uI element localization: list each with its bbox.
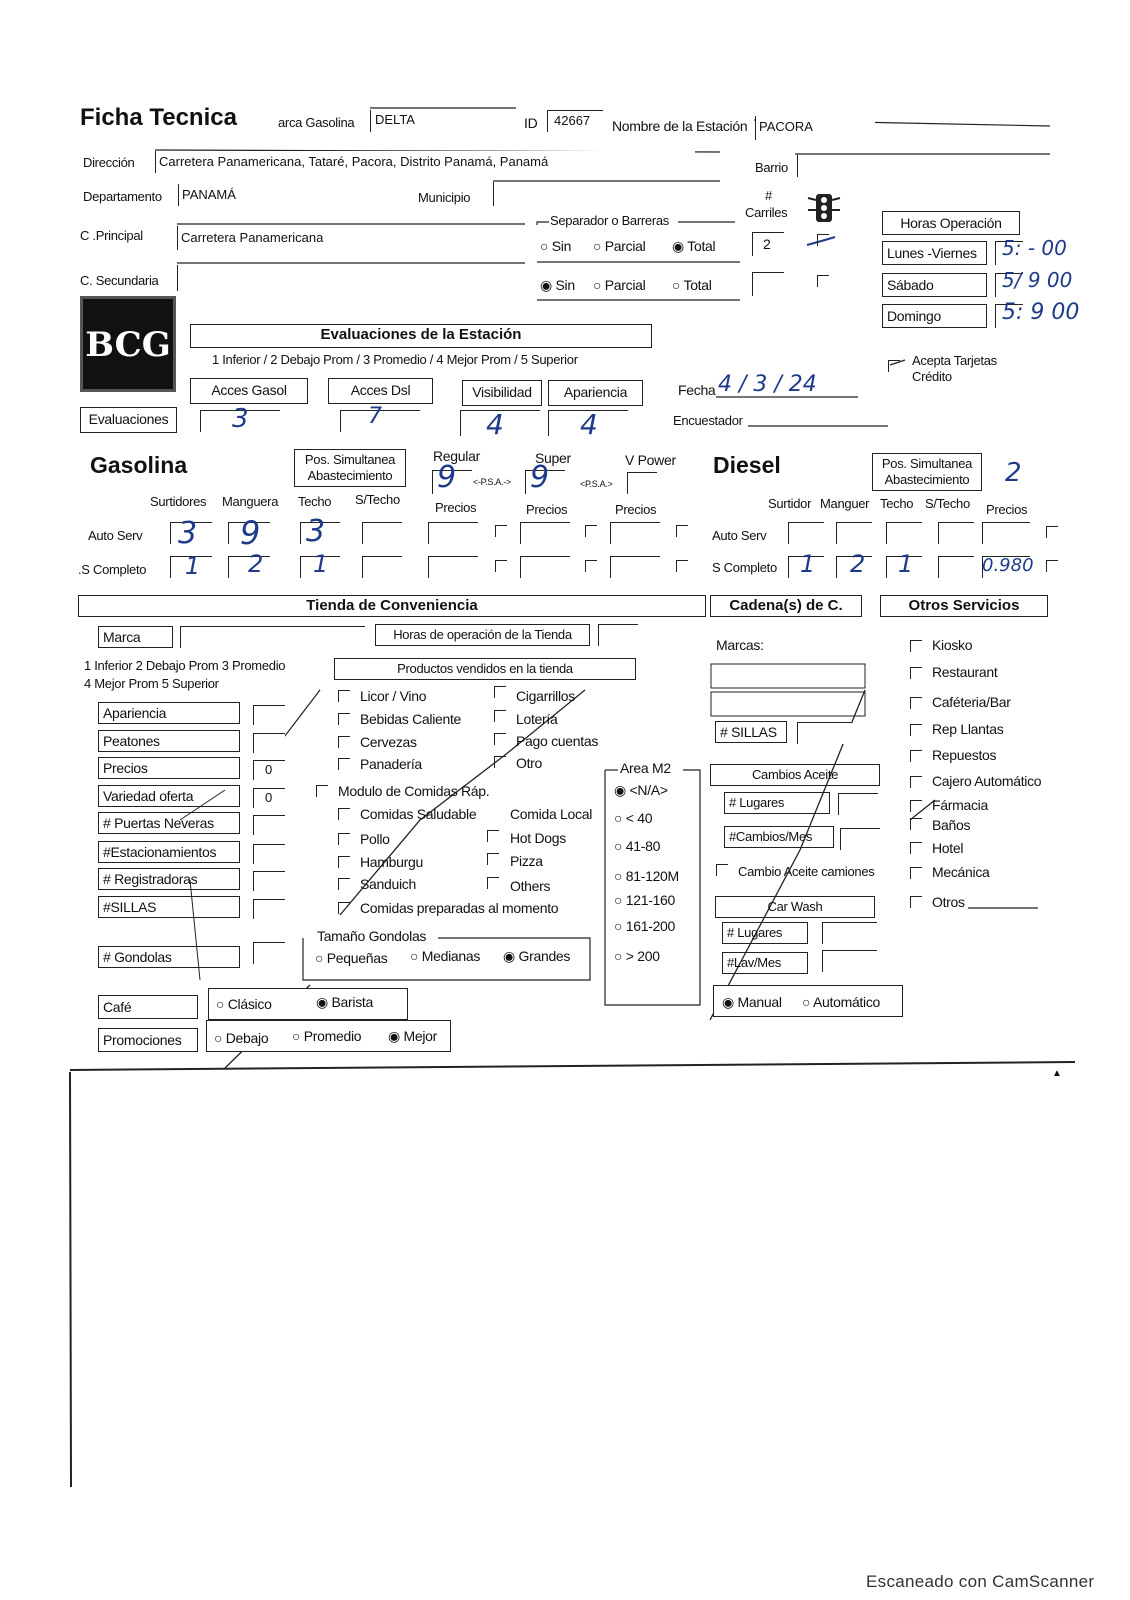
prod-cigarrillos-label: Cigarrillos bbox=[516, 688, 575, 704]
tienda-row-sillas: #SILLAS bbox=[98, 896, 240, 918]
page-title: Ficha Tecnica bbox=[80, 104, 237, 131]
comida-local-label: Comida Local bbox=[510, 806, 592, 822]
carriles-hash: # bbox=[765, 188, 772, 203]
otros-kiosko-label: Kiosko bbox=[932, 637, 973, 653]
otros-kiosko-check[interactable] bbox=[910, 640, 922, 652]
diesel-sc-manguer-value: 2 bbox=[850, 550, 866, 578]
prod-bebidas-check[interactable] bbox=[338, 713, 350, 725]
promo-debajo-radio[interactable]: ○ Debajo bbox=[214, 1030, 269, 1046]
id-field[interactable]: 42667 bbox=[547, 110, 603, 132]
psa-label: <-P.S.A.-> bbox=[473, 477, 511, 487]
cambios-mes-field[interactable] bbox=[840, 828, 880, 850]
super-psa-value: 9 bbox=[530, 460, 550, 495]
otros-farmacia-label: Fármacia bbox=[932, 797, 988, 813]
gas-as-manguera-value: 9 bbox=[240, 514, 261, 552]
precios-vpower-label: Precios bbox=[615, 502, 657, 517]
gas-as-stecho[interactable] bbox=[362, 522, 402, 544]
gas-sc-precio-regular[interactable] bbox=[428, 556, 478, 578]
otros-hotel-label: Hotel bbox=[932, 840, 964, 856]
precios-super-label: Precios bbox=[526, 502, 568, 517]
carriles-check[interactable] bbox=[817, 234, 829, 246]
csecundaria-field[interactable] bbox=[177, 265, 525, 291]
vpower-label: V Power bbox=[625, 452, 676, 468]
area-41-80-radio[interactable]: ○ 41-80 bbox=[614, 838, 661, 854]
diesel-stecho-label: S/Techo bbox=[925, 496, 970, 511]
traffic-light-icon bbox=[808, 194, 840, 222]
departamento-label: Departamento bbox=[83, 189, 162, 204]
gas-as-precio-vpower[interactable] bbox=[610, 522, 660, 544]
cambio-camiones-label: Cambio Aceite camiones bbox=[738, 864, 875, 879]
gas-scompleto-label: .S Completo bbox=[78, 562, 147, 577]
diesel-as-stecho[interactable] bbox=[938, 522, 974, 544]
prod-loteria-label: Lotería bbox=[516, 711, 558, 727]
tienda-row-gondolas: # Gondolas bbox=[98, 946, 240, 968]
cadena-sillas-label: # SILLAS bbox=[715, 721, 787, 743]
municipio-field[interactable] bbox=[493, 182, 720, 206]
cafe-barista-radio[interactable]: ◉ Barista bbox=[316, 994, 373, 1010]
cambios-lugares-label: # Lugares bbox=[724, 792, 830, 814]
diesel-as-precio[interactable] bbox=[982, 522, 1030, 544]
comida-others-check[interactable] bbox=[487, 877, 499, 889]
comida-saludable-label: Comidas Saludable bbox=[360, 806, 477, 822]
cadena-sillas-field[interactable] bbox=[797, 722, 852, 744]
diesel-pos-value: 2 bbox=[1005, 458, 1022, 488]
prod-otro-label: Otro bbox=[516, 755, 543, 771]
tarjetas-check[interactable] bbox=[888, 360, 900, 372]
otros-cajero-check[interactable] bbox=[910, 776, 922, 788]
vpower-psa-field[interactable] bbox=[627, 472, 657, 494]
carriles-label: Carriles bbox=[745, 205, 788, 220]
tienda-horas-field[interactable] bbox=[598, 624, 638, 646]
gas-sc-super-check[interactable] bbox=[585, 560, 597, 572]
otros-mecanica-check[interactable] bbox=[910, 867, 922, 879]
otros-mecanica-label: Mecánica bbox=[932, 864, 990, 880]
otros-cafeteria-check[interactable] bbox=[910, 697, 922, 709]
cambios-mes-label: #Cambios/Mes bbox=[724, 826, 834, 848]
prod-bebidas-label: Bebidas Caliente bbox=[360, 711, 462, 727]
tienda-variedad-field[interactable]: 0 bbox=[253, 788, 285, 808]
tienda-row-variedad: Variedad oferta bbox=[98, 785, 240, 807]
tienda-title: Tienda de Conveniencia bbox=[78, 595, 706, 617]
tienda-neveras-field[interactable] bbox=[253, 815, 285, 835]
otros-repuestos-label: Repuestos bbox=[932, 747, 997, 763]
tarjetas-label2: Crédito bbox=[912, 369, 952, 384]
gas-as-surtidores-value: 3 bbox=[178, 516, 198, 551]
diesel-as-manguer[interactable] bbox=[836, 522, 872, 544]
gas-as-precio-super[interactable] bbox=[520, 522, 570, 544]
otros-llantas-check[interactable] bbox=[910, 724, 922, 736]
diesel-pos-label: Pos. Simultanea Abastecimiento bbox=[872, 453, 982, 491]
regular-psa-value: 9 bbox=[437, 460, 457, 495]
diesel-title: Diesel bbox=[713, 452, 781, 478]
barrio-label: Barrio bbox=[755, 160, 788, 175]
surtidores-label: Surtidores bbox=[150, 494, 207, 509]
prod-licor-check[interactable] bbox=[338, 690, 350, 702]
apariencia-label: Apariencia bbox=[548, 380, 643, 406]
domingo-label: Domingo bbox=[882, 304, 987, 328]
techo-label: Techo bbox=[298, 494, 332, 509]
promociones-label: Promociones bbox=[98, 1028, 198, 1052]
departamento-field[interactable]: PANAMÁ bbox=[178, 184, 413, 206]
diesel-sc-check[interactable] bbox=[1046, 560, 1058, 572]
tienda-marca-label: Marca bbox=[98, 626, 173, 648]
gas-autoserv-label: Auto Serv bbox=[88, 528, 143, 543]
prod-loteria-check[interactable] bbox=[494, 710, 506, 722]
regular-label: Regular bbox=[433, 448, 480, 464]
comida-pollo-label: Pollo bbox=[360, 831, 390, 847]
carwash-lavmes-label: #Lav/Mes bbox=[722, 952, 808, 974]
sep1-total-radio[interactable]: ◉ Total bbox=[672, 238, 716, 254]
otros-restaurant-check[interactable] bbox=[910, 667, 922, 679]
apariencia-value: 4 bbox=[580, 408, 598, 441]
comments-area[interactable] bbox=[72, 1074, 1072, 1484]
tienda-estacionamientos-field[interactable] bbox=[253, 844, 285, 864]
precios-regular-label: Precios bbox=[435, 500, 477, 515]
tienda-row-precios: Precios bbox=[98, 757, 240, 779]
evaluaciones-scale: 1 Inferior / 2 Debajo Prom / 3 Promedio / 4 Mejor Prom / 5 Superior bbox=[212, 352, 578, 367]
carwash-manual-radio[interactable]: ◉ Manual bbox=[722, 994, 782, 1010]
prod-panaderia-label: Panadería bbox=[360, 756, 422, 772]
area-na-radio[interactable]: ◉ <N/A> bbox=[614, 782, 668, 798]
cprincipal-label: C .Principal bbox=[80, 228, 143, 243]
productos-title: Productos vendidos en la tienda bbox=[334, 658, 636, 680]
cadena-marcas-label: Marcas: bbox=[716, 637, 764, 653]
otros-cafeteria-label: Caféteria/Bar bbox=[932, 694, 1011, 710]
carwash-lugares-label: # Lugares bbox=[722, 922, 808, 944]
carwash-lugares-field[interactable] bbox=[822, 922, 877, 944]
carriles2-check[interactable] bbox=[817, 275, 829, 287]
scanner-watermark: Escaneado con CamScanner bbox=[866, 1572, 1095, 1591]
gas-as-precio-regular[interactable] bbox=[428, 522, 478, 544]
municipio-label: Municipio bbox=[418, 190, 471, 205]
nombre-label: Nombre de la Estación bbox=[612, 118, 748, 134]
tienda-peatones-field[interactable] bbox=[253, 733, 285, 753]
comida-pizza-label: Pizza bbox=[510, 853, 543, 869]
area-40-radio[interactable]: ○ < 40 bbox=[614, 810, 653, 826]
comida-pizza-check[interactable] bbox=[487, 853, 499, 865]
carwash-automatico-radio[interactable]: ○ Automático bbox=[802, 994, 881, 1010]
gas-sc-manguera-value: 2 bbox=[248, 550, 264, 578]
gas-as-regular-check[interactable] bbox=[495, 525, 507, 537]
gas-sc-surtidores-value: 1 bbox=[185, 552, 201, 580]
tienda-scale1: 1 Inferior 2 Debajo Prom 3 Promedio bbox=[84, 658, 286, 673]
tamano-title: Tamaño Gondolas bbox=[317, 928, 427, 944]
otros-repuestos-check[interactable] bbox=[910, 750, 922, 762]
acces-gasol-label: Acces Gasol bbox=[190, 378, 308, 404]
csecundaria-label: C. Secundaria bbox=[80, 273, 159, 288]
visibilidad-label: Visibilidad bbox=[462, 380, 542, 406]
comida-sanduich-check[interactable] bbox=[338, 878, 350, 890]
comida-hotdogs-label: Hot Dogs bbox=[510, 830, 566, 846]
visibilidad-value: 4 bbox=[486, 408, 504, 441]
horas-title: Horas Operación bbox=[882, 211, 1020, 235]
gas-as-super-check[interactable] bbox=[585, 525, 597, 537]
sep1-sin-radio[interactable]: ○ Sin bbox=[540, 238, 572, 254]
tienda-registradoras-field[interactable] bbox=[253, 871, 285, 891]
fecha-value: 4 / 3 / 24 bbox=[718, 372, 817, 397]
diesel-surtidor-label: Surtidor bbox=[768, 496, 812, 511]
cprincipal-field[interactable]: Carretera Panamericana bbox=[177, 226, 525, 250]
fecha-label: Fecha bbox=[678, 382, 716, 398]
marca-label: arca Gasolina bbox=[278, 115, 355, 130]
direccion-field[interactable]: Carretera Panamericana, Tataré, Pacora, Distrito Panamá, Panamá bbox=[155, 151, 695, 173]
domingo-value: 5: 9 00 bbox=[1002, 300, 1080, 325]
tienda-row-apariencia: Apariencia bbox=[98, 702, 240, 724]
promo-promedio-radio[interactable]: ○ Promedio bbox=[292, 1028, 362, 1044]
otros-banos-check[interactable] bbox=[910, 818, 922, 830]
sep2-parcial-radio[interactable]: ○ Parcial bbox=[593, 277, 646, 293]
diesel-autoserv-label: Auto Serv bbox=[712, 528, 767, 543]
cambios-lugares-field[interactable] bbox=[838, 793, 878, 815]
prod-licor-label: Licor / Vino bbox=[360, 688, 427, 704]
evaluaciones-label: Evaluaciones bbox=[80, 407, 177, 433]
area-161-200-radio[interactable]: ○ 161-200 bbox=[614, 918, 676, 934]
gas-sc-vpower-check[interactable] bbox=[676, 560, 688, 572]
gas-sc-precio-vpower[interactable] bbox=[610, 556, 660, 578]
cadena-title: Cadena(s) de C. bbox=[710, 595, 862, 617]
gas-sc-regular-check[interactable] bbox=[495, 560, 507, 572]
gasolina-title: Gasolina bbox=[90, 452, 188, 478]
otros-otros-label: Otros bbox=[932, 894, 965, 910]
stecho-label: S/Techo bbox=[355, 492, 400, 507]
diesel-sc-surtidor-value: 1 bbox=[800, 550, 816, 578]
prod-pago-check[interactable] bbox=[494, 733, 506, 745]
gas-sc-precio-super[interactable] bbox=[520, 556, 570, 578]
separador-title: Separador o Barreras bbox=[550, 213, 670, 228]
gas-as-vpower-check[interactable] bbox=[676, 525, 688, 537]
comida-pollo-check[interactable] bbox=[338, 833, 350, 845]
evaluaciones-title: Evaluaciones de la Estación bbox=[190, 324, 652, 348]
diesel-as-surtidor[interactable] bbox=[788, 522, 824, 544]
tienda-marca-field[interactable] bbox=[180, 626, 365, 648]
otros-farmacia-check[interactable] bbox=[910, 800, 922, 812]
marca-field[interactable]: DELTA bbox=[370, 110, 516, 132]
otros-banos-label: Baños bbox=[932, 817, 971, 833]
modulo-label: Modulo de Comidas Ráp. bbox=[338, 783, 490, 799]
barrio-field[interactable] bbox=[797, 155, 1047, 177]
comida-hamburgu-label: Hamburgu bbox=[360, 854, 423, 870]
carriles-field[interactable]: 2 bbox=[752, 232, 784, 256]
prod-otro-check[interactable] bbox=[494, 756, 506, 768]
comida-hotdogs-check[interactable] bbox=[487, 830, 499, 842]
diesel-scompleto-label: S Completo bbox=[712, 560, 777, 575]
encuestador-label: Encuestador bbox=[673, 413, 743, 428]
comida-saludable-check[interactable] bbox=[338, 808, 350, 820]
area-200-radio[interactable]: ○ > 200 bbox=[614, 948, 660, 964]
tienda-scale2: 4 Mejor Prom 5 Superior bbox=[84, 676, 219, 691]
super-label: Super bbox=[535, 450, 571, 466]
gas-sc-techo-value: 1 bbox=[313, 550, 329, 578]
sabado-value: 5/ 9 00 bbox=[1002, 268, 1073, 292]
otros-llantas-label: Rep Llantas bbox=[932, 721, 1004, 737]
sep2-sin-radio[interactable]: ◉ Sin bbox=[540, 277, 575, 293]
comida-others-label: Others bbox=[510, 878, 551, 894]
sabado-label: Sábado bbox=[882, 273, 987, 297]
carwash-lavmes-field[interactable] bbox=[822, 950, 877, 972]
otros-title: Otros Servicios bbox=[880, 595, 1048, 617]
tienda-row-registradoras: # Registradoras bbox=[98, 868, 240, 890]
otros-otros-check[interactable] bbox=[910, 896, 922, 908]
diesel-as-check[interactable] bbox=[1046, 526, 1058, 538]
tarjetas-label: Acepta Tarjetas bbox=[912, 353, 997, 368]
otros-restaurant-label: Restaurant bbox=[932, 664, 998, 680]
tienda-row-estacionamientos: #Estacionamientos bbox=[98, 841, 240, 863]
tienda-row-peatones: Peatones bbox=[98, 730, 240, 752]
lunes-value: 5: - 00 bbox=[1002, 236, 1067, 260]
tienda-precios-field[interactable]: 0 bbox=[253, 760, 285, 780]
cambio-camiones-check[interactable] bbox=[716, 864, 728, 876]
bcg-logo: BCG bbox=[80, 296, 176, 392]
direccion-label: Dirección bbox=[83, 155, 135, 170]
prod-pago-label: Pago cuentas bbox=[516, 733, 599, 749]
comida-preparadas-check[interactable] bbox=[338, 902, 350, 914]
tamano-grandes-radio[interactable]: ◉ Grandes bbox=[503, 948, 571, 964]
id-label: ID bbox=[524, 115, 538, 131]
acces-gasol-value: 3 bbox=[232, 404, 249, 434]
comida-preparadas-label: Comidas preparadas al momento bbox=[360, 900, 559, 916]
acces-dsl-label: Acces Dsl bbox=[328, 378, 433, 404]
gas-pos-label: Pos. Simultanea Abastecimiento bbox=[294, 449, 406, 487]
gas-as-techo-value: 3 bbox=[306, 514, 326, 549]
prod-panaderia-check[interactable] bbox=[338, 758, 350, 770]
nombre-field[interactable]: PACORA bbox=[755, 116, 875, 140]
tienda-horas-label: Horas de operación de la Tienda bbox=[375, 624, 590, 646]
acces-dsl-value: 7 bbox=[368, 404, 382, 429]
prod-cervezas-label: Cervezas bbox=[360, 734, 417, 750]
area-title: Area M2 bbox=[620, 760, 671, 776]
area-81-120-radio[interactable]: ○ 81-120M bbox=[614, 868, 679, 884]
scroll-up-icon[interactable]: ▲ bbox=[1052, 1068, 1062, 1079]
psa2-label: <P.S.A.> bbox=[580, 479, 613, 489]
tamano-medianas-radio[interactable]: ○ Medianas bbox=[410, 948, 481, 964]
sep1-parcial-radio[interactable]: ○ Parcial bbox=[593, 238, 646, 254]
cambios-aceite-label: Cambios Aceite bbox=[710, 764, 880, 786]
promo-mejor-radio[interactable]: ◉ Mejor bbox=[388, 1028, 438, 1044]
diesel-sc-stecho[interactable] bbox=[938, 556, 974, 578]
carwash-label: Car Wash bbox=[715, 896, 875, 918]
tamano-pequenas-radio[interactable]: ○ Pequeñas bbox=[315, 950, 388, 966]
carriles2-field[interactable] bbox=[752, 272, 784, 296]
cafe-label: Café bbox=[98, 995, 198, 1019]
tienda-gondolas-field[interactable] bbox=[253, 942, 285, 964]
modulo-check[interactable] bbox=[316, 785, 328, 797]
area-121-160-radio[interactable]: ○ 121-160 bbox=[614, 892, 676, 908]
manguera-label: Manguera bbox=[222, 494, 279, 509]
diesel-sc-precio-value: 0.980 bbox=[982, 555, 1034, 576]
cafe-clasico-radio[interactable]: ○ Clásico bbox=[216, 996, 272, 1012]
otros-hotel-check[interactable] bbox=[910, 842, 922, 854]
gas-sc-stecho[interactable] bbox=[362, 556, 402, 578]
sep2-total-radio[interactable]: ○ Total bbox=[672, 277, 712, 293]
diesel-manguer-label: Manguer bbox=[820, 496, 870, 511]
diesel-techo-label: Techo bbox=[880, 496, 914, 511]
prod-cervezas-check[interactable] bbox=[338, 736, 350, 748]
tienda-row-neveras: # Puertas Neveras bbox=[98, 812, 240, 834]
comida-hamburgu-check[interactable] bbox=[338, 856, 350, 868]
diesel-sc-techo-value: 1 bbox=[898, 550, 914, 578]
tienda-apariencia-field[interactable] bbox=[253, 705, 285, 725]
diesel-as-techo[interactable] bbox=[886, 522, 922, 544]
otros-cajero-label: Cajero Automático bbox=[932, 773, 1042, 789]
diesel-precios-label: Precios bbox=[986, 502, 1028, 517]
tienda-sillas-field[interactable] bbox=[253, 899, 285, 919]
lunes-label: Lunes -Viernes bbox=[882, 241, 987, 265]
prod-cigarrillos-check[interactable] bbox=[494, 686, 506, 698]
comida-sanduich-label: Sanduich bbox=[360, 876, 416, 892]
